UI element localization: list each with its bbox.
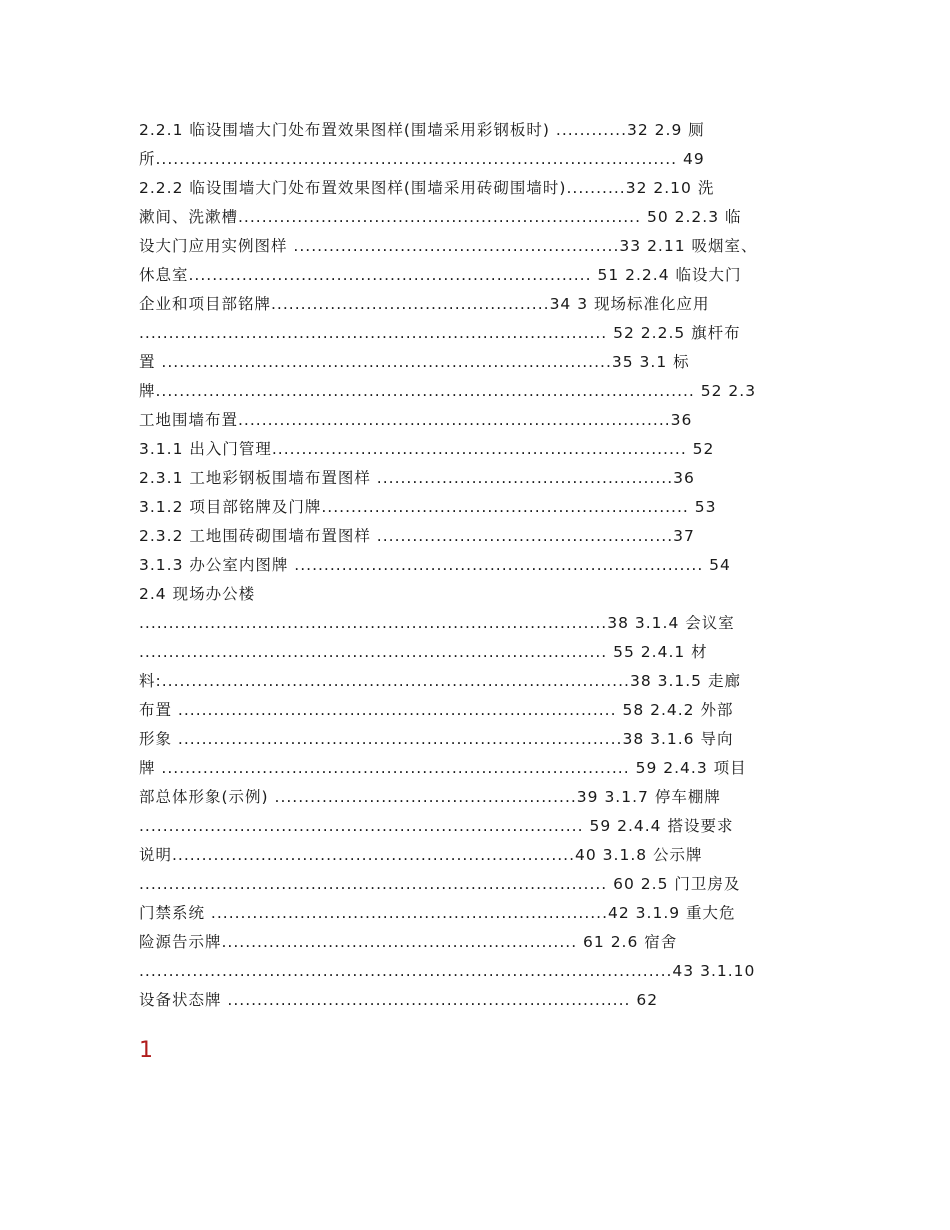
toc-line[interactable]: ............................................................................... 55 2.4.1 材 xyxy=(139,643,708,661)
toc-line[interactable]: 置 ............................................................................35 3.1 标 xyxy=(139,353,690,371)
toc-line[interactable]: 漱间、洗漱槽.................................................................... 50 2.2.3 临 xyxy=(139,208,742,226)
toc-line[interactable]: 牌 ............................................................................... 59 2.4.3 项目 xyxy=(139,759,747,777)
toc-line[interactable]: ........................................................................... 59 2.4.4 搭设要求 xyxy=(139,817,734,835)
toc-line[interactable]: 设备状态牌 .................................................................... 62 xyxy=(139,991,659,1009)
toc-line[interactable]: ............................................................................... 52 2.2.5 旗杆布 xyxy=(139,324,741,342)
toc-line[interactable]: 休息室.................................................................... 51 2.2.4 临设大门 xyxy=(139,266,742,284)
toc-line[interactable]: 门禁系统 ...................................................................42 3.1.9 重大危 xyxy=(139,904,736,922)
toc-line[interactable]: ............................................................................... 60 2.5 门卫房及 xyxy=(139,875,741,893)
toc-line[interactable]: 险源告示牌............................................................ 61 2.6 宿舍 xyxy=(139,933,678,951)
toc-line[interactable]: 企业和项目部铭牌...............................................34 3 现场标准化应用 xyxy=(139,295,710,313)
toc-line[interactable]: 所........................................................................................ 49 xyxy=(139,150,705,168)
toc-line[interactable]: 部总体形象(示例) ...................................................39 3.1.7 停车棚牌 xyxy=(139,788,721,806)
toc-line[interactable]: 3.1.2 项目部铭牌及门牌.............................................................. 53 xyxy=(139,498,717,516)
page-number: 1 xyxy=(139,1038,153,1063)
toc-line[interactable]: 2.2.2 临设围墙大门处布置效果图样(围墙采用砖砌围墙时)..........32 2.10 洗 xyxy=(139,179,715,197)
toc-line[interactable]: ..........................................................................................43 3.1.10 xyxy=(139,962,756,980)
toc-line[interactable]: 2.4 现场办公楼 xyxy=(139,585,256,603)
toc-line[interactable]: 布置 .......................................................................... 58 2.4.2 外部 xyxy=(139,701,734,719)
toc-line[interactable]: 工地围墙布置.........................................................................36 xyxy=(139,411,693,429)
toc-line[interactable]: 3.1.3 办公室内图牌 ..................................................................... 54 xyxy=(139,556,731,574)
toc-line[interactable]: 设大门应用实例图样 .......................................................33 2.11 吸烟室、 xyxy=(139,237,758,255)
toc-line[interactable]: 2.3.1 工地彩钢板围墙布置图样 ..................................................36 xyxy=(139,469,695,487)
toc-line[interactable]: 3.1.1 出入门管理...................................................................... 52 xyxy=(139,440,715,458)
table-of-contents xyxy=(139,116,829,1015)
toc-line[interactable]: 料:...............................................................................38 3.1.5 走廊 xyxy=(139,672,741,690)
toc-line[interactable]: 2.2.1 临设围墙大门处布置效果图样(围墙采用彩钢板时) ............32 2.9 厕 xyxy=(139,121,705,139)
toc-line[interactable]: 形象 ...........................................................................38 3.1.6 导向 xyxy=(139,730,734,748)
toc-line[interactable]: ...............................................................................38 3.1.4 会议室 xyxy=(139,614,735,632)
toc-line[interactable]: 说明....................................................................40 3.1.8 公示牌 xyxy=(139,846,703,864)
toc-line[interactable]: 牌........................................................................................... 52 2.3 xyxy=(139,382,757,400)
toc-line[interactable]: 2.3.2 工地围砖砌围墙布置图样 ..................................................37 xyxy=(139,527,695,545)
